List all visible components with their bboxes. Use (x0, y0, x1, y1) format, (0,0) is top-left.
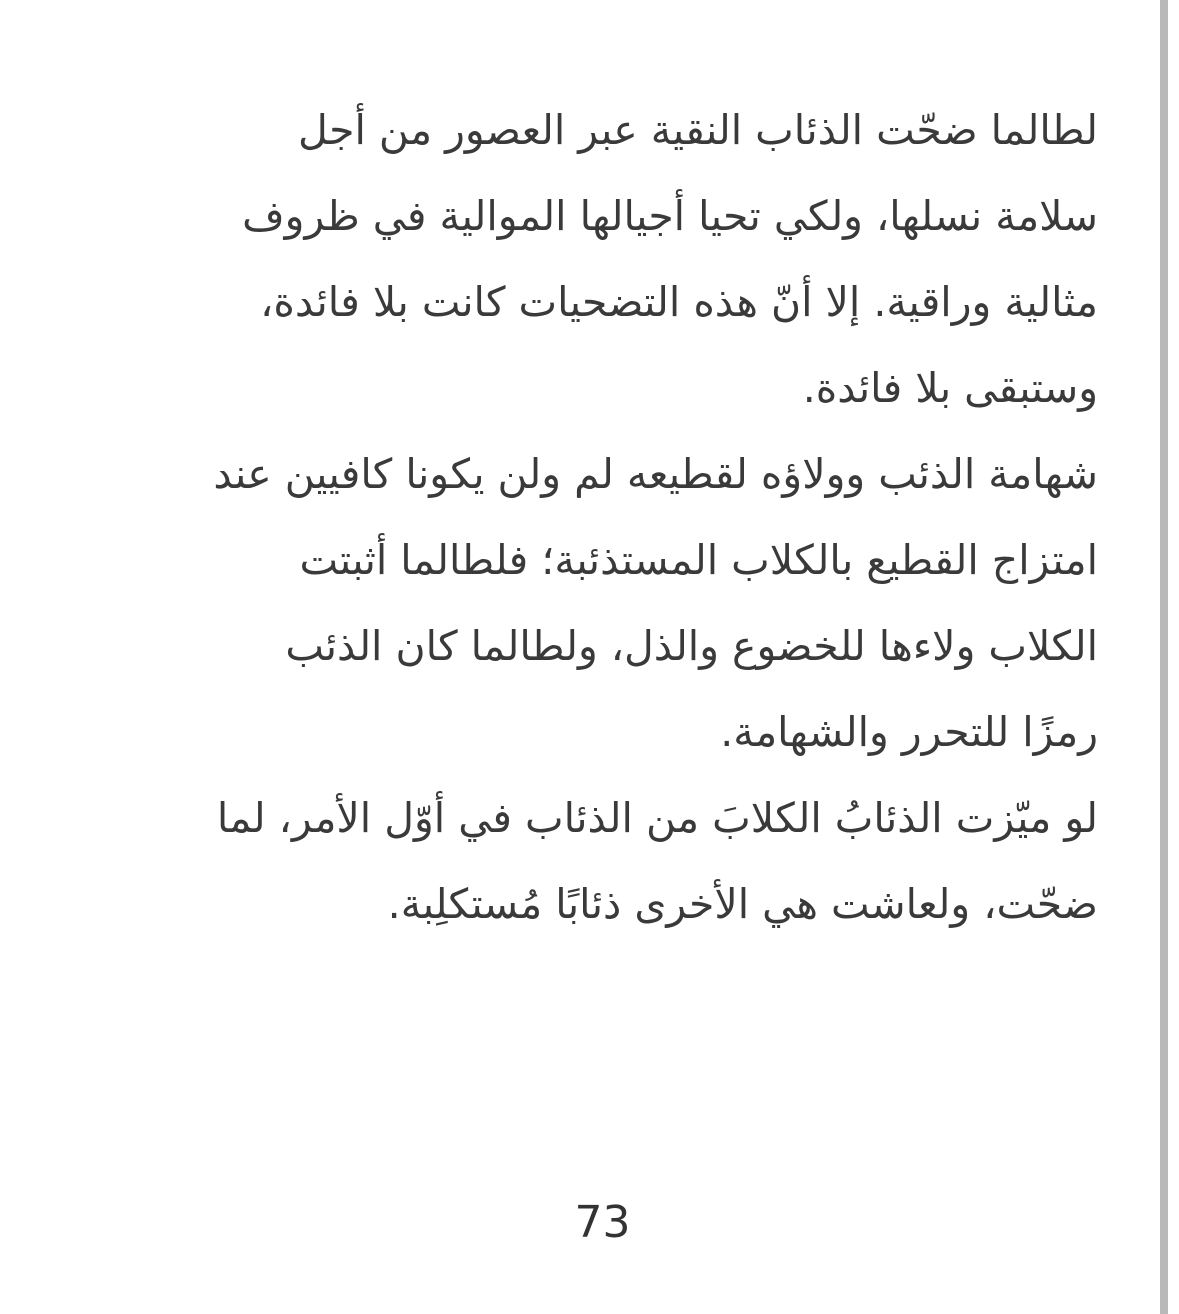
paragraph-1 (60, 87, 1098, 431)
scrollbar-track[interactable] (1160, 0, 1168, 1314)
page-body-text (60, 87, 1098, 947)
text-line: شهامة الذئب وولاؤه لقطيعه لم ولن يكونا كافيين عند (213, 450, 1098, 498)
text-line: لو ميّزت الذئابُ الكلابَ من الذئاب في أوّل الأمر، لما (216, 794, 1098, 842)
text-line: امتزاج القطيع بالكلاب المستذئبة؛ فلطالما أثبتت (299, 536, 1098, 584)
text-line: ضحّت، ولعاشت هي الأخرى ذئابًا مُستكلِبة. (387, 880, 1098, 928)
paragraph-3 (60, 775, 1098, 947)
page-number: 73 (574, 1197, 631, 1248)
text-line: رمزًا للتحرر والشهامة. (720, 708, 1098, 756)
paragraph-2 (60, 431, 1098, 775)
text-line: لطالما ضحّت الذئاب النقية عبر العصور من أجل (298, 106, 1098, 154)
text-line: الكلاب ولاءها للخضوع والذل، ولطالما كان الذئب (285, 622, 1098, 670)
text-line: مثالية وراقية. إلا أنّ هذه التضحيات كانت بلا فائدة، (260, 278, 1098, 326)
page-edge-scrollbar[interactable] (1160, 0, 1179, 1314)
text-line: سلامة نسلها، ولكي تحيا أجيالها الموالية في ظروف (242, 192, 1098, 240)
text-line: وستبقى بلا فائدة. (802, 364, 1098, 412)
